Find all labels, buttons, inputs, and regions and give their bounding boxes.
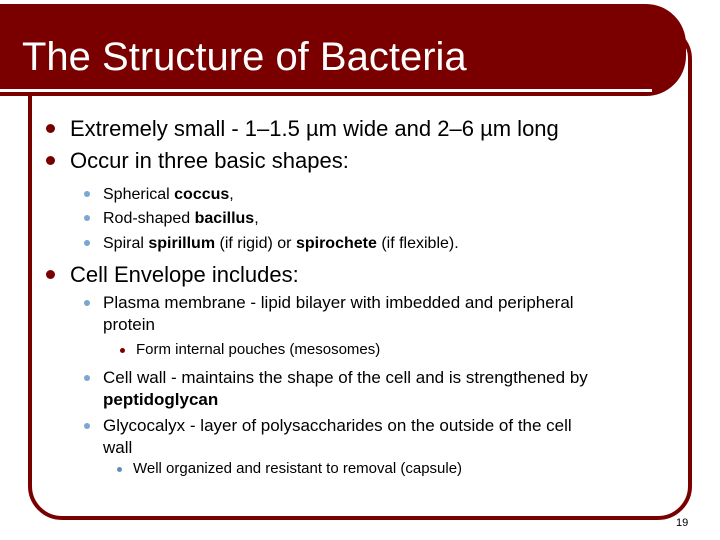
bullet-dot — [84, 215, 90, 221]
bullet-dot — [84, 300, 90, 306]
cell-wall-line1: Cell wall - maintains the shape of the cell and is strengthened by — [103, 368, 588, 387]
bullet-dot — [84, 375, 90, 381]
bullet-dot — [84, 191, 90, 197]
bullet-dot — [84, 423, 90, 429]
mesosomes-note: Form internal pouches (mesosomes) — [136, 341, 381, 358]
plasma-membrane-line1: Plasma membrane - lipid bilayer with imbedded and peripheral — [103, 293, 574, 312]
cell-wall-line2: peptidoglycan — [103, 390, 219, 409]
bullet-dot — [46, 270, 55, 279]
glycocalyx-line1: Glycocalyx - layer of polysaccharides on the outside of the cell — [103, 416, 572, 435]
page-number: 19 — [676, 517, 689, 529]
bullet-dot — [117, 467, 122, 472]
bullet-size: Extremely small - 1–1.5 µm wide and 2–6 µm long — [70, 116, 559, 141]
shape-spiral: Spiral spirillum (if rigid) or spirochete (if flexible). — [103, 235, 459, 252]
plasma-membrane-line2: protein — [103, 315, 155, 334]
capsule-note: Well organized and resistant to removal (capsule) — [133, 460, 463, 477]
bullet-dot — [120, 348, 125, 353]
bullet-dot — [84, 240, 90, 246]
bullet-dot — [46, 124, 55, 133]
bullet-shapes: Occur in three basic shapes: — [70, 148, 349, 173]
title-underline — [0, 89, 652, 92]
shape-coccus: Spherical coccus, — [103, 186, 234, 203]
glycocalyx-line2: wall — [103, 438, 133, 457]
bullet-cell-envelope: Cell Envelope includes: — [70, 262, 299, 287]
slide-title: The Structure of Bacteria — [22, 35, 467, 79]
bullet-dot — [46, 156, 55, 165]
shape-bacillus: Rod-shaped bacillus, — [103, 210, 259, 227]
